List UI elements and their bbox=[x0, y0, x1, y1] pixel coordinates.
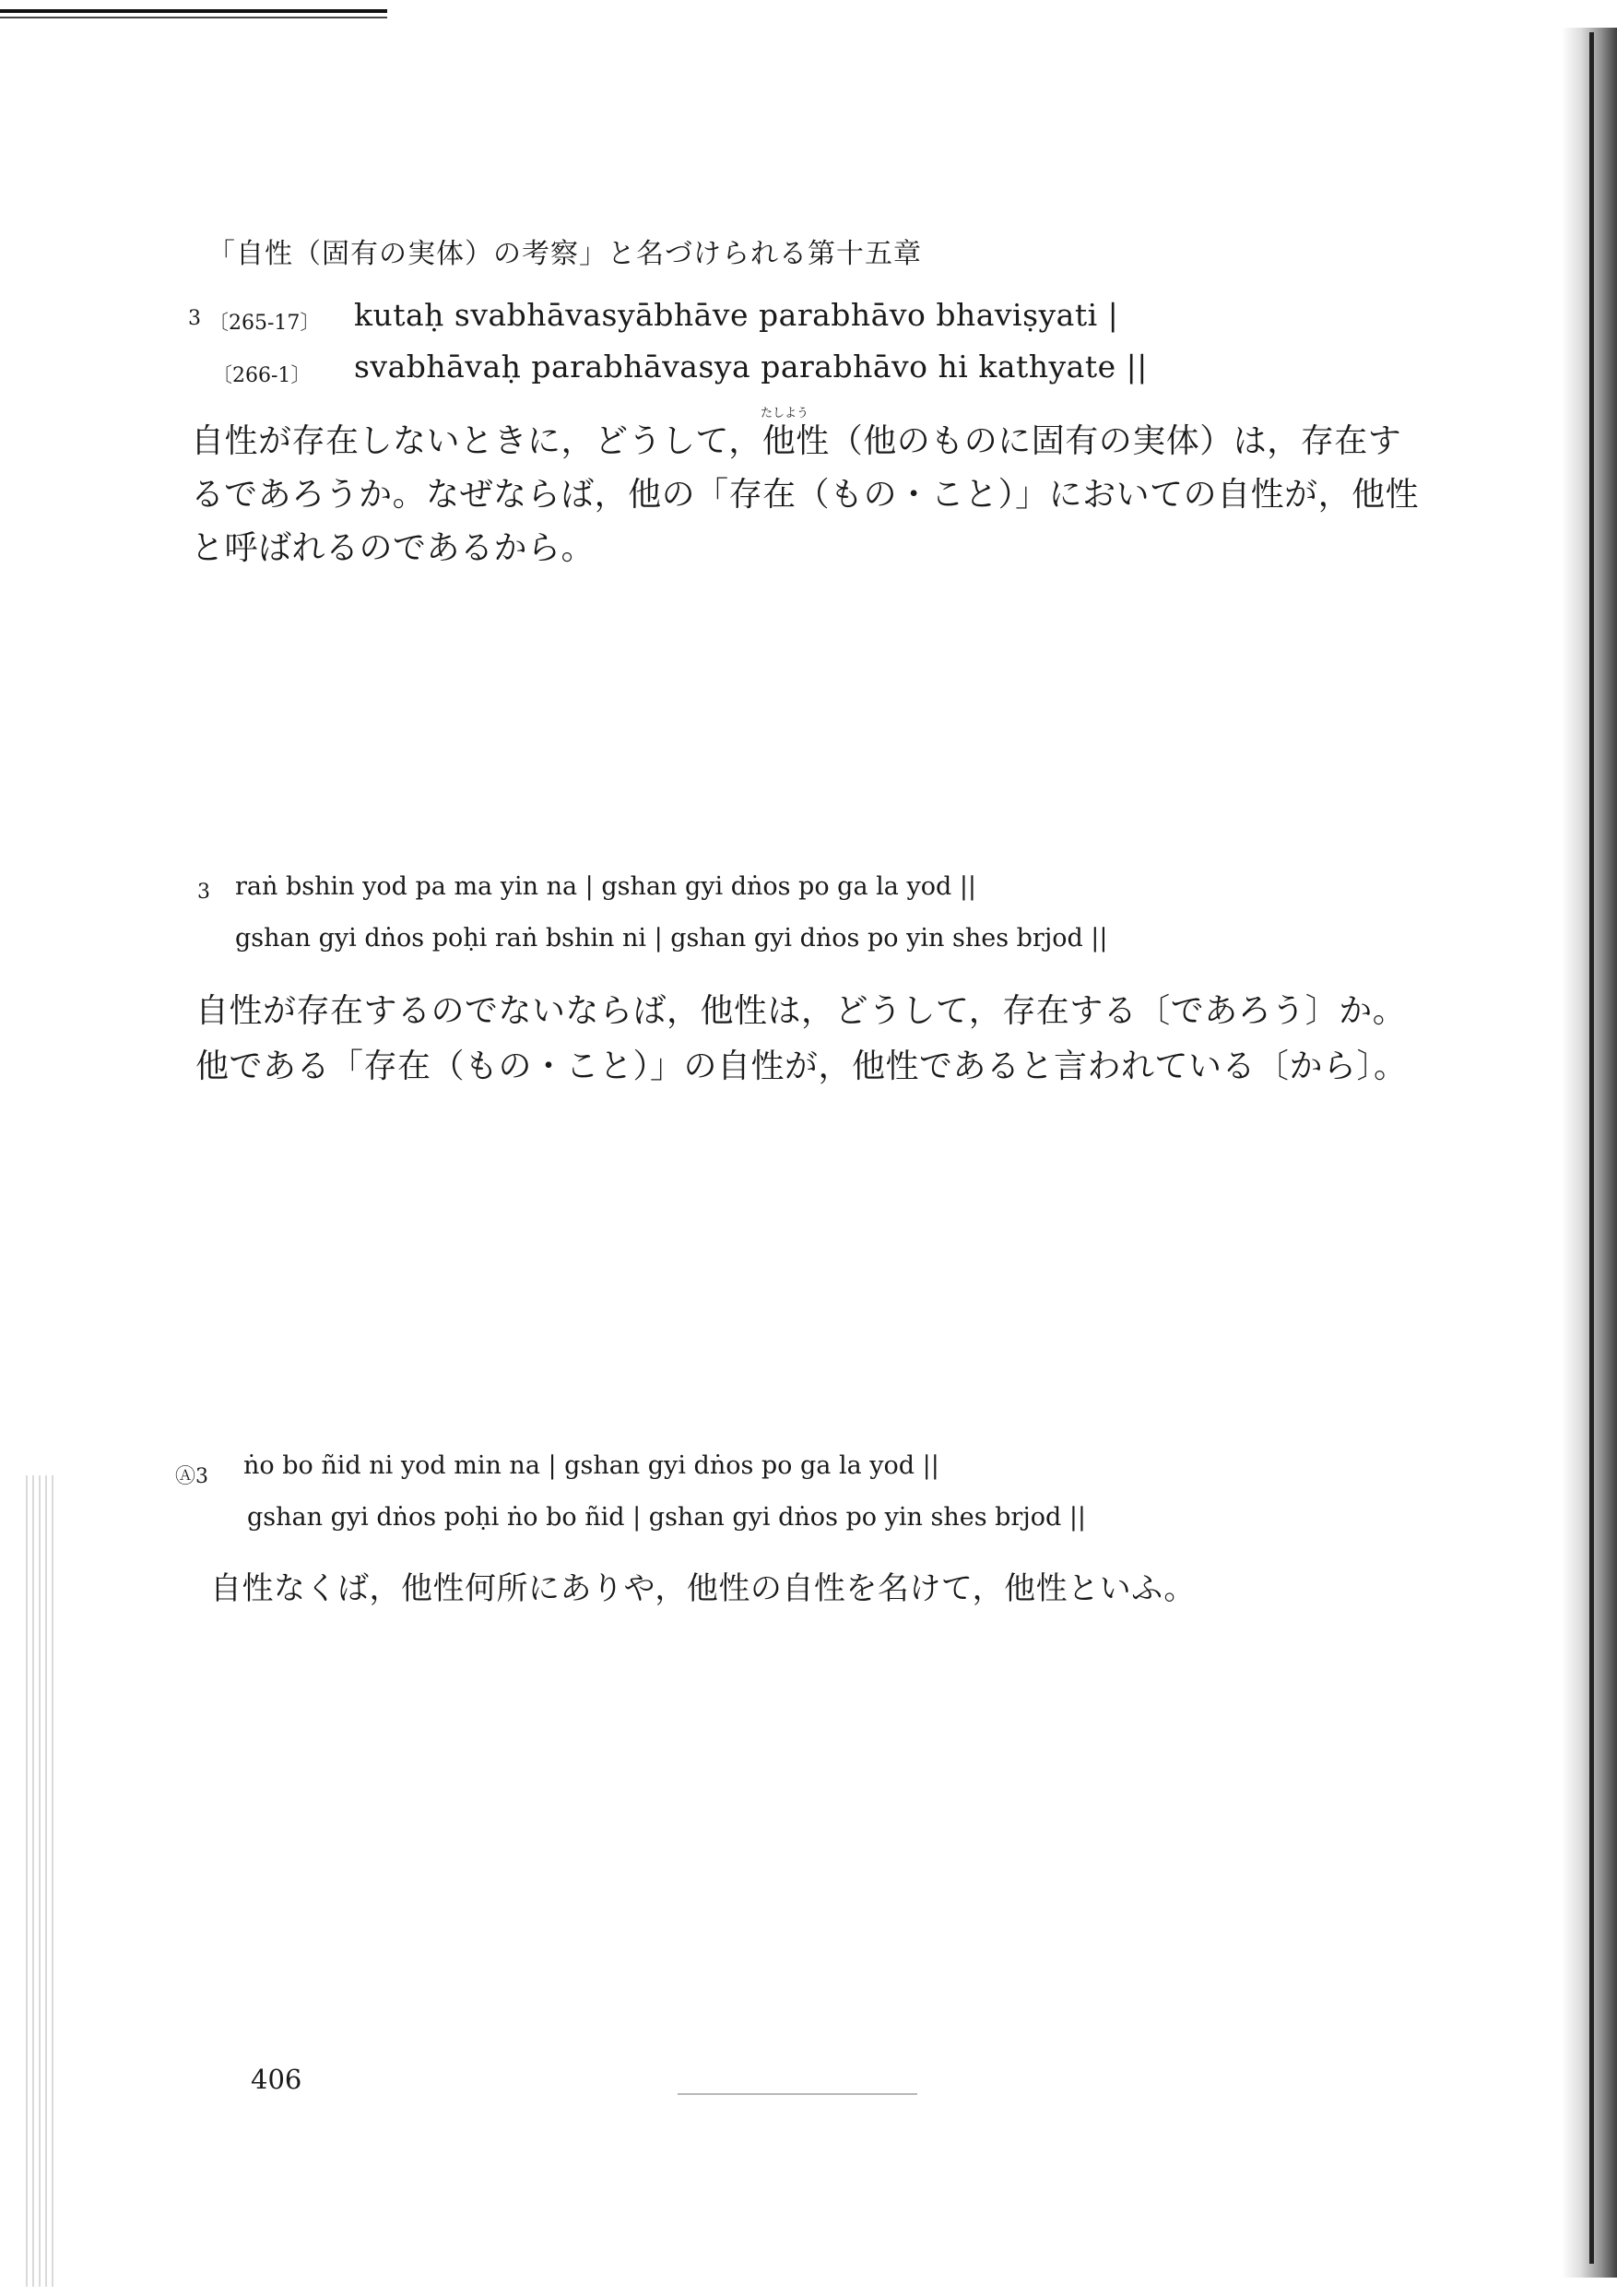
scan-dash bbox=[678, 2093, 917, 2095]
tibetan-line: ṅo bo ñid ni yod min na | gshan gyi dṅos po ga la yod || bbox=[243, 1451, 939, 1480]
reference-number: 〔265-17〕 bbox=[208, 312, 321, 335]
reference-number: 〔266-1〕 bbox=[212, 364, 312, 387]
top-rule-thin bbox=[0, 17, 387, 18]
scan-edge-line bbox=[1589, 32, 1594, 2264]
ruby-reading: たしよう bbox=[761, 407, 809, 420]
scan-left-marks bbox=[26, 1475, 53, 2287]
verse-number: 3 bbox=[188, 307, 201, 330]
verse-number: 3 bbox=[197, 881, 210, 904]
japanese-translation-line: と呼ばれるのであるから。 bbox=[191, 529, 596, 567]
page-number: 406 bbox=[251, 2064, 302, 2095]
tibetan-line: gshan gyi dṅos poḥi ṅo bo ñid | gshan gyi dṅos po yin shes brjod || bbox=[247, 1503, 1087, 1532]
japanese-translation-line: 自性が存在しないときに，どうして，他性（他のものに固有の実体）は，存在す bbox=[191, 422, 1402, 460]
japanese-translation-line: 自性なくば，他性何所にありや，他性の自性を名けて，他性といふ。 bbox=[210, 1570, 1196, 1607]
japanese-translation-line: 他である「存在（もの・こと）」の自性が，他性であると言われている〔から〕。 bbox=[195, 1047, 1408, 1085]
top-rule bbox=[0, 9, 387, 13]
sanskrit-line: svabhāvaḥ parabhāvasya parabhāvo hi kathyate || bbox=[354, 349, 1148, 385]
japanese-translation-line: 自性が存在するのでないならば，他性は，どうして，存在する〔であろう〕か。 bbox=[195, 992, 1407, 1030]
chapter-heading: 「自性（固有の実体）の考察」と名づけられる第十五章 bbox=[207, 238, 922, 270]
tibetan-line: gshan gyi dṅos poḥi raṅ bshin ni | gshan gyi dṅos po yin shes brjod || bbox=[235, 924, 1108, 953]
verse-number: Ⓐ3 bbox=[175, 1465, 208, 1488]
japanese-translation-line: るであろうか。なぜならば，他の「存在（もの・こと）」においての自性が，他性 bbox=[191, 476, 1420, 514]
tibetan-line: raṅ bshin yod pa ma yin na | gshan gyi dṅos po ga la yod || bbox=[235, 872, 977, 901]
sanskrit-line: kutaḥ svabhāvasyābhāve parabhāvo bhaviṣyati | bbox=[354, 297, 1119, 333]
